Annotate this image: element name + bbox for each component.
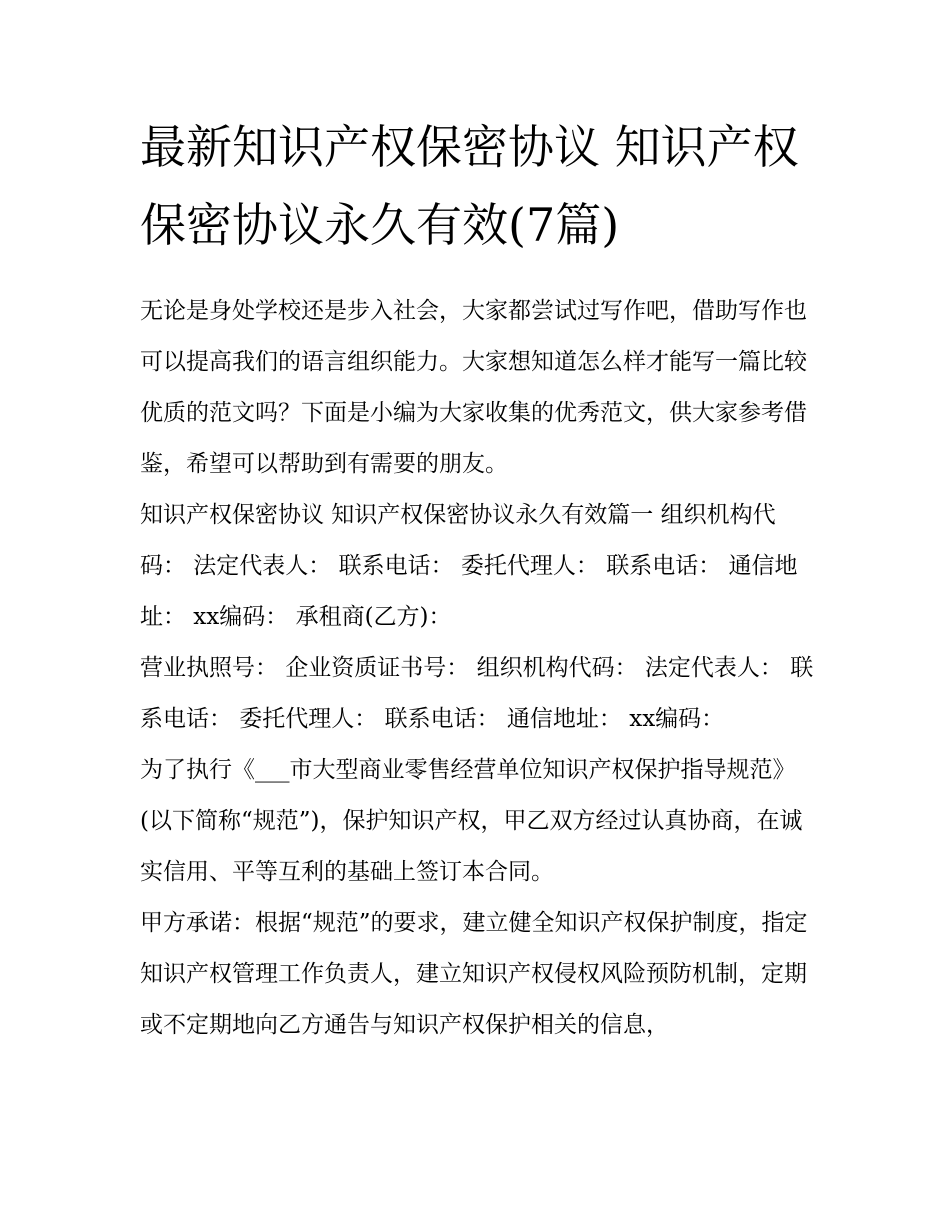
intro-paragraph: 无论是身处学校还是步入社会，大家都尝试过写作吧，借助写作也可以提高我们的语言组织能力。大家想知道怎么样才能写一篇比较优质的范文吗？下面是小编为大家收集的优秀范文，供大家参考借鉴，希望可以帮助到有需要的朋友。: [140, 298, 807, 477]
party-a-commitment-paragraph: 甲方承诺：根据“规范”的要求，建立健全知识产权保护制度，指定知识产权管理工作负责人，建立知识产权侵权风险预防机制，定期或不定期地向乙方通告与知识产权保护相关的信息，: [140, 910, 808, 1038]
purpose-paragraph: 为了执行《___市大型商业零售经营单位知识产权保护指导规范》(以下简称“规范”)，保护知识产权，甲乙双方经过认真协商，在诚实信用、平等互利的基础上签订本合同。: [140, 757, 803, 885]
document-page: [140, 108, 815, 1051]
parties-paragraph-b: 营业执照号： 企业资质证书号： 组织机构代码： 法定代表人： 联系电话： 委托代理人： 联系电话： 通信地址： xx编码：: [140, 655, 814, 732]
parties-paragraph-a: 知识产权保密协议 知识产权保密协议永久有效篇一 组织机构代码： 法定代表人： 联系电话： 委托代理人： 联系电话： 通信地址： xx编码： 承租商(乙方)：: [140, 502, 798, 630]
document-body: [140, 286, 815, 1051]
document-title: 最新知识产权保密协议 知识产权保密协议永久有效(7篇): [140, 120, 799, 252]
